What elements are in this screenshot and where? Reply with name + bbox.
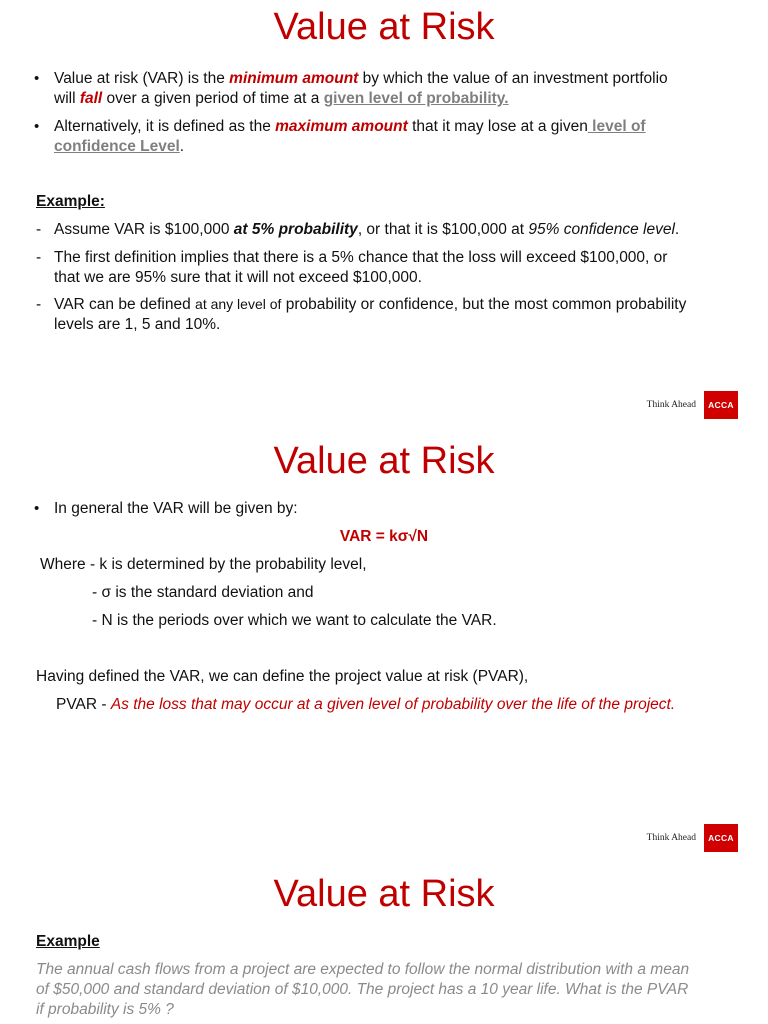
- pvar-intro: Having defined the VAR, we can define the project value at risk (PVAR),: [36, 668, 529, 685]
- example-line-3: if probability is 5% ?: [36, 1001, 174, 1018]
- slide-2-footer: [647, 824, 738, 852]
- slide-1-title: Value at Risk: [273, 6, 495, 48]
- text: probability or confidence, but the most common probability: [281, 296, 687, 313]
- slide-1-example-heading: Example:: [36, 193, 105, 210]
- text: Alternatively, it is defined as the: [54, 118, 276, 135]
- text: Value at risk (VAR) is the: [54, 70, 230, 87]
- emphasis-minimum-amount: minimum amount: [229, 70, 359, 87]
- bullet-marker: •: [34, 500, 40, 517]
- where-line-1: Where - k is determined by the probability level,: [40, 556, 367, 573]
- dash-marker: -: [36, 296, 42, 313]
- text: .: [674, 221, 680, 238]
- text: VAR can be defined: [54, 296, 196, 313]
- text: that it may lose at a given: [407, 118, 588, 135]
- text: over a given period of time at a: [102, 90, 324, 107]
- where-line-3: - N is the periods over which we want to calculate the VAR.: [92, 612, 497, 629]
- slide-1-dash-2-line-1: The first definition implies that there is a 5% chance that the loss will exceed $100,000, or: [54, 249, 668, 266]
- emphasis-given-level-of-probability: given level of probability.: [323, 90, 509, 107]
- emphasis-confidence-level: confidence Level: [54, 138, 180, 155]
- pvar-label: PVAR -: [56, 696, 111, 713]
- slide-1-dash-2-line-2: that we are 95% sure that it will not exceed $100,000.: [54, 269, 422, 286]
- text: by which the value of an investment portfolio: [358, 70, 668, 87]
- slide-1-footer: [647, 391, 738, 419]
- slide-3-title: Value at Risk: [273, 873, 495, 915]
- slide-1-bullet-1-line-2: [54, 89, 509, 108]
- emphasis-at-5-probability: at 5% probability: [233, 221, 358, 238]
- slide-3-example-heading: Example: [36, 933, 100, 950]
- slide-1-bullet-1-line-1: [54, 69, 668, 88]
- slide-1-bullet-2-line-2: [54, 137, 184, 156]
- emphasis-95-confidence-level: 95% confidence level: [528, 221, 675, 238]
- acca-logo-icon: ACCA: [704, 824, 738, 852]
- bullet-marker: •: [34, 70, 40, 87]
- emphasis-fall: fall: [79, 90, 103, 107]
- slide-2-bullet-1: In general the VAR will be given by:: [54, 500, 298, 517]
- acca-logo-icon: ACCA: [704, 391, 738, 419]
- dash-marker: -: [36, 249, 42, 266]
- slide-1-bullet-2-line-1: [54, 117, 646, 136]
- pvar-definition: [56, 695, 675, 714]
- text: will: [54, 90, 80, 107]
- text: Assume VAR is $100,000: [54, 221, 234, 238]
- dash-marker: -: [36, 221, 42, 238]
- example-line-2: of $50,000 and standard deviation of $10,000. The project has a 10 year life. What is the PVAR: [36, 981, 689, 998]
- slide-1-dash-3-line-1: [54, 295, 686, 314]
- slide-1-dash-3-line-2: levels are 1, 5 and 10%.: [54, 316, 221, 333]
- text: , or that it is $100,000 at: [357, 221, 529, 238]
- text: .: [179, 138, 185, 155]
- text: at any level of: [195, 296, 282, 312]
- emphasis-maximum-amount: maximum amount: [275, 118, 408, 135]
- slide-2-title: Value at Risk: [273, 440, 495, 482]
- var-formula: VAR = kσ√N: [339, 528, 429, 545]
- slide-1-dash-1: [54, 220, 679, 239]
- example-line-1: The annual cash flows from a project are expected to follow the normal distribution with a mean: [36, 961, 690, 978]
- emphasis-level-of: level of: [587, 118, 646, 135]
- pvar-definition-text: As the loss that may occur at a given level of probability over the life of the project.: [110, 696, 676, 713]
- bullet-marker: •: [34, 118, 40, 135]
- where-line-2: - σ is the standard deviation and: [92, 584, 314, 601]
- footer-tagline: Think Ahead: [646, 833, 696, 843]
- footer-tagline: Think Ahead: [646, 400, 696, 410]
